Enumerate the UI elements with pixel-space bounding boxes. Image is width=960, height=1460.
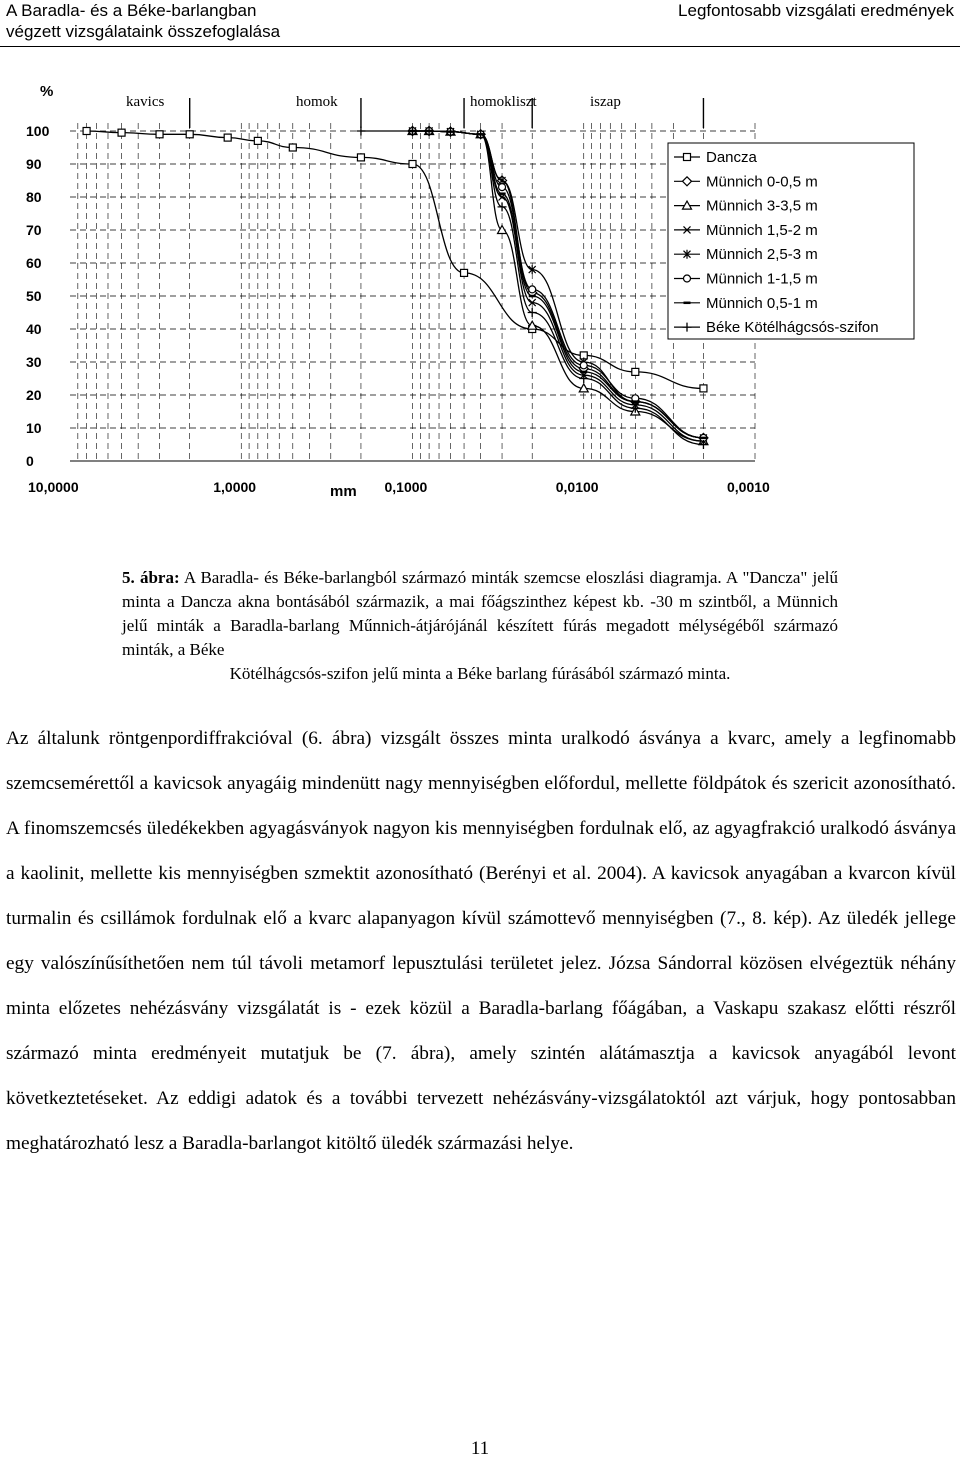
marker-square xyxy=(632,368,639,375)
page-header xyxy=(0,0,960,47)
marker-circle xyxy=(499,184,506,191)
marker-plus xyxy=(528,308,537,317)
marker-square xyxy=(684,154,691,161)
x-tick-label: 1,0000 xyxy=(213,479,257,495)
marker-plus xyxy=(356,127,365,136)
marker-square xyxy=(156,131,163,138)
zone-label: homokliszt xyxy=(470,94,537,110)
legend-entry: Béke Kötélhágcsós-szifon xyxy=(706,319,879,337)
y-tick-label: 20 xyxy=(26,387,42,403)
series-line xyxy=(413,131,704,438)
marker-square xyxy=(224,134,231,141)
legend-entry: Dancza xyxy=(706,149,757,166)
marker-square xyxy=(186,131,193,138)
series-line xyxy=(413,131,704,438)
zone-label: homok xyxy=(296,94,338,110)
figure-caption xyxy=(122,566,838,686)
header-left-line2: végzett vizsgálataink összefoglalása xyxy=(6,22,281,41)
chart-grid xyxy=(70,123,755,461)
x-axis-label: mm xyxy=(330,483,357,500)
series-0 xyxy=(83,128,707,392)
marker-square xyxy=(409,161,416,168)
legend-entry: Münnich 1,5-2 m xyxy=(706,221,818,239)
marker-square xyxy=(461,269,468,276)
chart-legend xyxy=(668,143,914,339)
x-tick-label: 0,0100 xyxy=(555,479,599,495)
marker-square xyxy=(289,144,296,151)
marker-square xyxy=(118,129,125,136)
x-tick-label: 10,0000 xyxy=(28,479,79,495)
header-left-line1: A Baradla- és a Béke-barlangban xyxy=(6,1,257,20)
series-5 xyxy=(409,128,707,442)
zone-label: iszap xyxy=(590,94,621,110)
body-text xyxy=(6,716,956,1166)
caption-text: A Baradla- és Béke-barlangból származó minták szemcse eloszlási diagramja. A "Dancza" jelű minta a Dancza akna bontásából származik, a mai főágszinthez képest kb. -30 m szintből, a Münnich jelű minták a Baradla-barlang Műnnich-átjárójánál készített fúrás megadott mélységéből származó minták, a Béke xyxy=(122,568,839,659)
y-tick-label: 50 xyxy=(26,288,42,304)
y-tick-label: 0 xyxy=(26,453,34,469)
y-tick-label: 100 xyxy=(26,123,50,139)
y-tick-label: 10 xyxy=(26,420,42,436)
page-number: 11 xyxy=(470,1438,490,1459)
x-tick-label: 0,0010 xyxy=(727,479,770,495)
series-line xyxy=(413,131,704,438)
body-paragraph: Az általunk röntgenpordiffrakcióval (6. ábra) vizsgált összes minta uralkodó ásványa a kvarc, amely a legfinomabb szemcseméret​től a kavicsok anyagáig mindenütt nagy mennyiségben előfordul, mellette földpátok és szericit azonosítható. A finomszemcsés üledékekben agyagásványok nagyon kis mennyiségben fordulnak elő, az agyagfrakció uralkodó ásványa a kaolinit, mellette kis mennyiségben szmektit azonosítható (Berényi et al. 2004). A kavicsok anyagában a kvarcon kívül turmalin és csillámok fordulnak elő a kvarc alapanyagon kívül számottevő mennyiségben (7., 8. kép). Az üledék jellege egy valószínűsíthetően nem túl távoli metamorf lepusztulási területet jelez. Józsa Sándorral közösen elvégeztük néhány minta előzetes nehézásvány vizsgálatát is - ezek közül a Baradla-barlang főágában, a Vaskapu szakasz előtti részről származó minta eredményeit mutatjuk be (7. ábra), amely szintén alátámasztja a kavicsok anyagából levont következtetéseket. Az eddigi adatok és a további tervezett nehézásvány-vizsgálatoktól azt várjuk, hogy pontosabban meghatározható lesz a Baradla-barlangot kitöltő üledék származási helye. xyxy=(6,728,956,1154)
marker-square xyxy=(254,137,261,144)
series-2 xyxy=(408,127,708,445)
grain-size-chart xyxy=(0,70,960,510)
legend-entry: Münnich 3-3,5 m xyxy=(706,197,818,215)
y-tick-label: 60 xyxy=(26,255,42,271)
x-tick-label: 0,1000 xyxy=(384,479,428,495)
caption-last-line: Kötélhágcsós-szifon jelű minta a Béke barlang fúrásából származó minta. xyxy=(229,664,731,683)
caption-label: 5. ábra: xyxy=(122,568,180,587)
series-line xyxy=(413,131,704,441)
zone-label: kavics xyxy=(126,94,165,110)
y-tick-label: 90 xyxy=(26,156,42,172)
marker-square xyxy=(700,385,707,392)
marker-circle xyxy=(684,275,691,282)
y-tick-label: 40 xyxy=(26,321,42,337)
legend-entry: Münnich 0-0,5 m xyxy=(706,173,818,191)
legend-entry: Münnich 0,5-1 m xyxy=(706,294,818,312)
series-line xyxy=(87,131,704,388)
marker-square xyxy=(83,128,90,135)
legend-entry: Münnich 1-1,5 m xyxy=(706,270,818,288)
y-axis-label: % xyxy=(40,83,54,100)
series-6 xyxy=(409,131,707,438)
marker-circle xyxy=(529,286,536,293)
chart-axes xyxy=(26,83,770,500)
header-left xyxy=(6,0,280,42)
legend-entry: Münnich 2,5-3 m xyxy=(706,246,818,264)
header-right: Legfontosabb vizsgálati eredmények xyxy=(678,1,954,20)
y-tick-label: 70 xyxy=(26,222,42,238)
series-3 xyxy=(409,128,707,445)
series-line xyxy=(413,131,704,438)
y-tick-label: 30 xyxy=(26,354,42,370)
series-line xyxy=(413,131,704,441)
y-tick-label: 80 xyxy=(26,189,42,205)
marker-circle xyxy=(580,362,587,369)
chart-series xyxy=(83,127,708,450)
marker-square xyxy=(357,154,364,161)
